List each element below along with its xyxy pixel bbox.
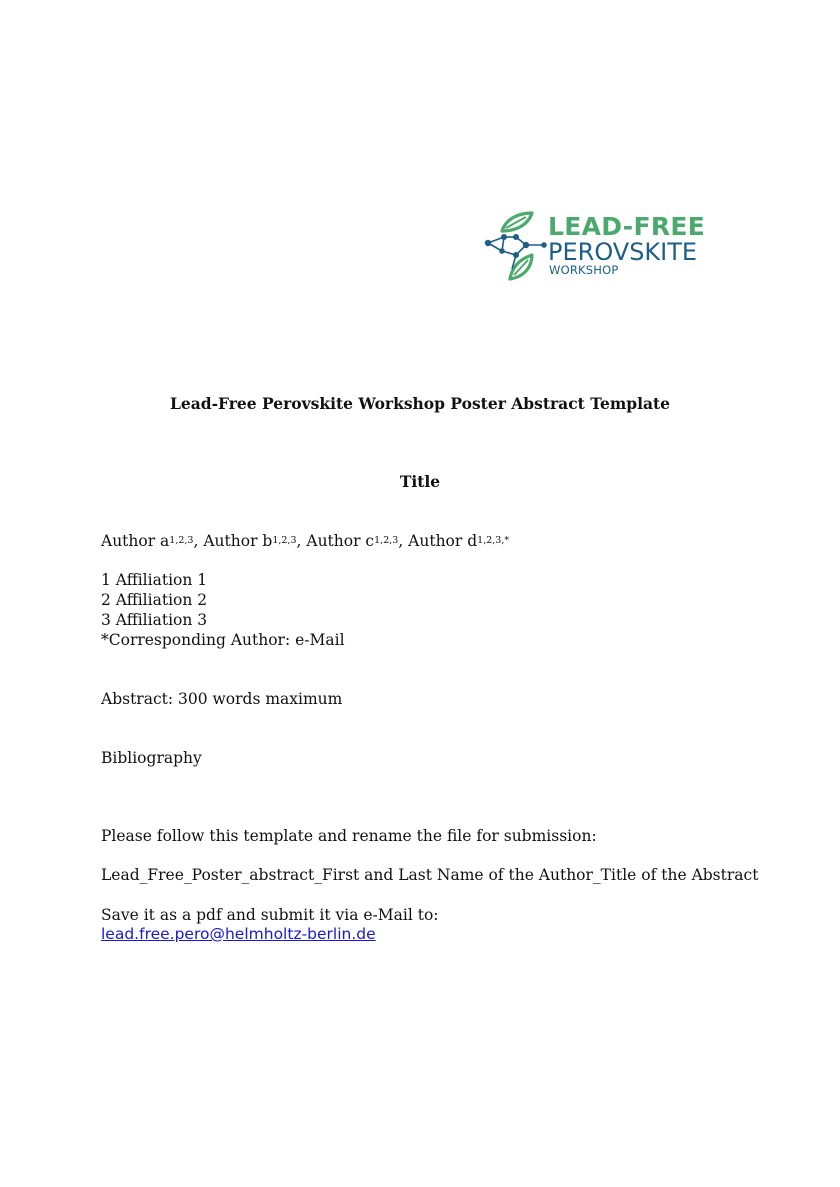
bibliography-label: Bibliography xyxy=(101,749,202,767)
abstract-instructions: Abstract: 300 words maximum xyxy=(101,690,343,708)
author-name: Author d xyxy=(408,532,478,550)
author-separator: , xyxy=(193,532,204,550)
logo-text-lead-free: LEAD-FREE xyxy=(548,212,706,241)
author-separator: , xyxy=(398,532,409,550)
affiliation-2: 2 Affiliation 2 xyxy=(101,591,208,609)
workshop-logo xyxy=(482,207,712,285)
author-name: Author c xyxy=(306,532,375,550)
author-name: Author b xyxy=(203,532,273,550)
submission-email-link[interactable]: lead.free.pero@helmholtz-berlin.de xyxy=(101,925,376,943)
author-separator: , xyxy=(296,532,307,550)
abstract-title: Title xyxy=(399,472,441,491)
corresponding-author: *Corresponding Author: e-Mail xyxy=(101,631,345,649)
logo-text-perovskite: PEROVSKITE xyxy=(548,238,698,266)
author-affiliation-marks: 1,2,3,* xyxy=(477,535,510,546)
submission-instructions: Please follow this template and rename the file for submission: xyxy=(101,827,597,845)
perovskite-network-icon xyxy=(482,207,548,285)
author-affiliation-marks: 1,2,3 xyxy=(374,535,399,546)
author-affiliation-marks: 1,2,3 xyxy=(169,535,194,546)
author-list xyxy=(101,531,509,551)
affiliation-1: 1 Affiliation 1 xyxy=(101,571,208,589)
author-affiliation-marks: 1,2,3 xyxy=(272,535,297,546)
save-instructions: Save it as a pdf and submit it via e-Mail to: xyxy=(101,906,439,924)
logo-text-workshop: WORKSHOP xyxy=(549,263,619,277)
template-header: Lead-Free Perovskite Workshop Poster Abstract Template xyxy=(169,394,671,413)
author-name: Author a xyxy=(101,532,170,550)
filename-pattern: Lead_Free_Poster_abstract_First and Last Name of the Author_Title of the Abstract xyxy=(101,866,759,884)
affiliation-3: 3 Affiliation 3 xyxy=(101,611,208,629)
